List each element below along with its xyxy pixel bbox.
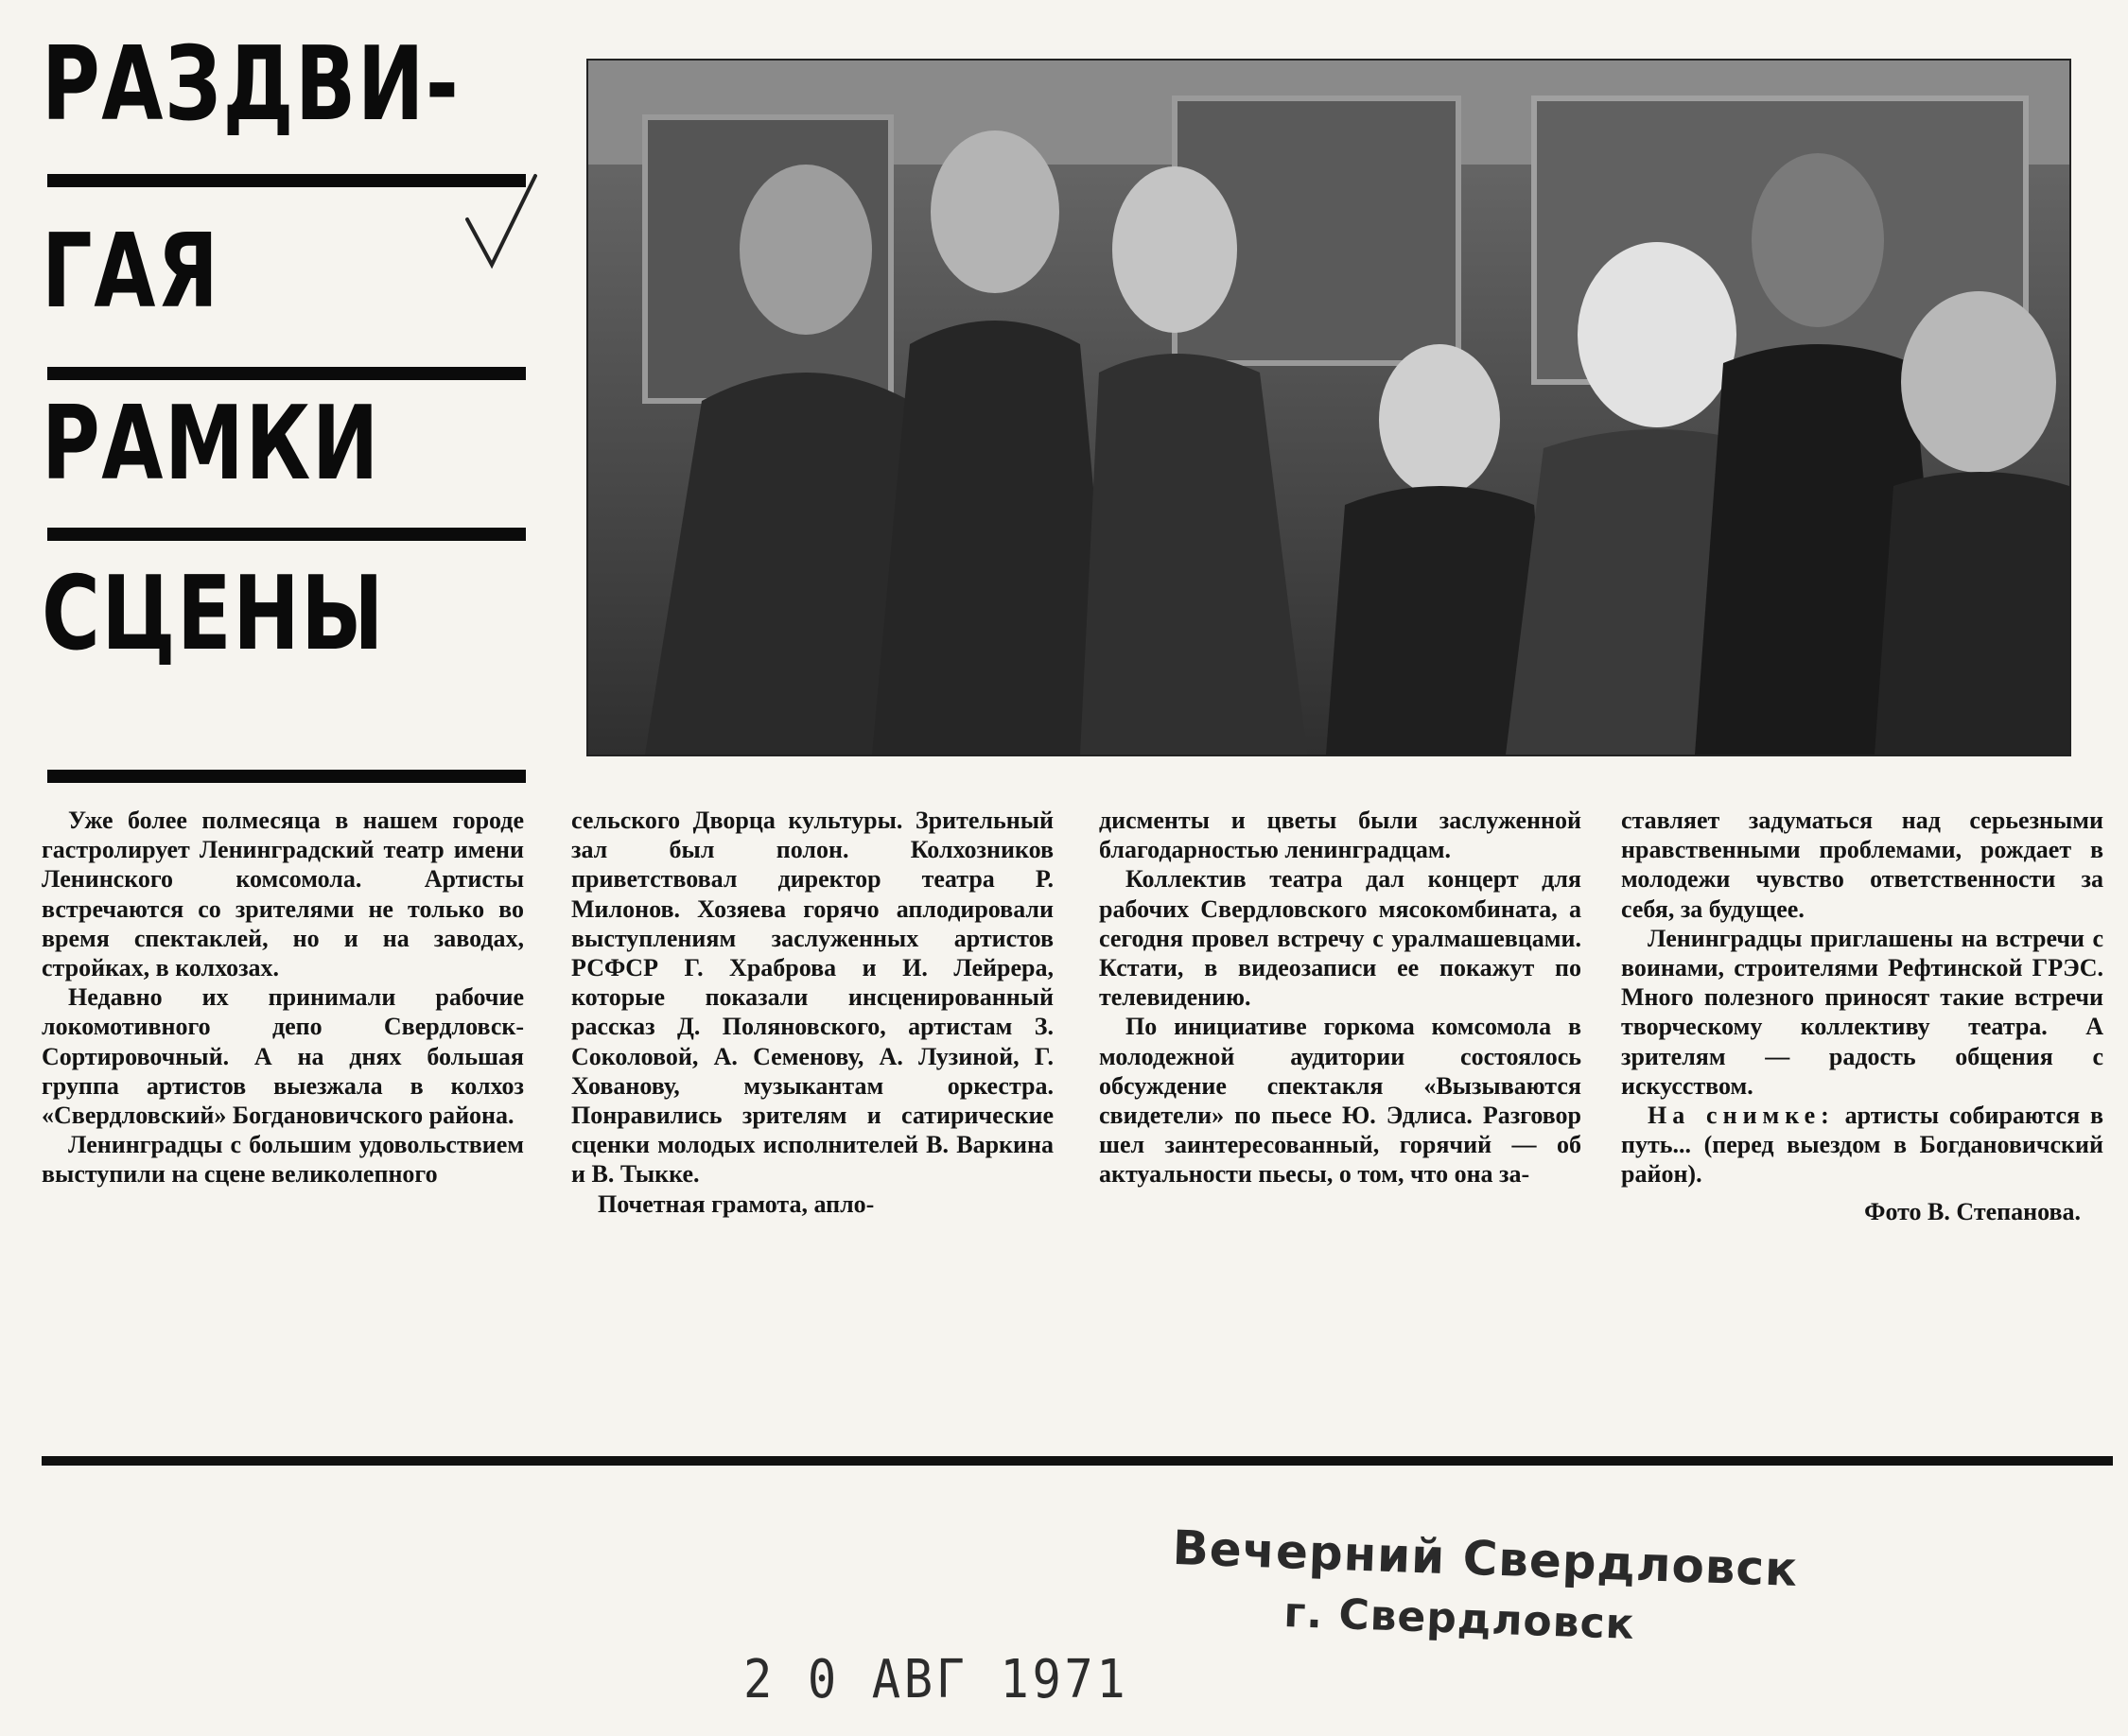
stamp-newspaper-name: Вечерний Свердловск xyxy=(1171,1519,1800,1597)
article-column-1 xyxy=(42,806,524,1189)
paragraph: По инициативе горкома комсомола в молодежной аудитории состоялось обсуждение спектакля «Вызываются свидетели» по пьесе Ю. Эдлиса. Разговор шел заинтересованный, горячий — об актуальности пьесы, о том, что она за- xyxy=(1099,1013,1581,1189)
article-body xyxy=(42,806,2113,1426)
headline-line-3: РАМКИ xyxy=(42,385,380,503)
headline-rule xyxy=(47,770,526,783)
publication-stamp xyxy=(1169,1519,1800,1681)
bottom-rule xyxy=(42,1456,2113,1466)
paragraph: Ленинградцы с большим удовольствием выступили на сцене великолепного xyxy=(42,1131,524,1189)
headline-line-4: СЦЕНЫ xyxy=(42,555,386,673)
article-column-2 xyxy=(571,806,1054,1219)
headline-line-2: ГАЯ xyxy=(42,213,220,331)
paragraph: Недавно их принимали рабочие локомотивного депо Свердловск-Сортировочный. А на днях большая группа артистов выезжала в колхоз «Свердловский» Богдановичского района. xyxy=(42,983,524,1130)
paragraph: дисменты и цветы были заслуженной благодарностью ленинградцам. xyxy=(1099,807,1581,864)
article-column-4 xyxy=(1621,806,2103,1226)
headline-line-1: РАЗДВИ- xyxy=(42,26,461,144)
headline-rule xyxy=(47,528,526,541)
paragraph: сельского Дворца культуры. Зрительный зал был полон. Колхозников приветствовал директор театра Р. Милонов. Хозяева горячо аплодировали выступлениям заслуженных артистов РСФСР Г. Храброва и И. Лейрера, которые показали инсценированный рассказ Д. Поляновского, артистам З. Соколовой, А. Семенову, А. Лузиной, Г. Хованову, музыкантам оркестра. Понравились зрителям и сатирические сценки молодых исполнителей В. Варкина и В. Тыкке. xyxy=(571,807,1054,1189)
article-column-3 xyxy=(1099,806,1581,1189)
photo-image xyxy=(588,61,2069,755)
caption-text: артисты собираются в путь... (перед выездом в Богдановичский район). xyxy=(1621,1102,2103,1189)
paragraph: ставляет задуматься над серьезными нравственными проблемами, рождает в молодежи чувство ответственности за себя, за будущее. xyxy=(1621,807,2103,923)
paragraph: Уже более полмесяца в нашем городе гастролирует Ленинградский театр имени Ленинского комсомола. Артисты встречаются со зрителями не только во время спектаклей, но и на заводах, стройках, в колхозах. xyxy=(42,807,524,982)
headline-rule xyxy=(47,367,526,380)
paragraph: Ленинградцы приглашены на встречи с воинами, строителями Рефтинской ГРЭС. Много полезного приносят такие встречи творческому коллективу театра. А зрителям — радость общения с искусством. xyxy=(1621,924,2103,1100)
headline-rule xyxy=(47,174,526,187)
paragraph: Почетная грамота, апло- xyxy=(598,1189,875,1218)
photo-caption xyxy=(1621,1101,2103,1189)
group-photo xyxy=(586,59,2071,756)
date-stamp: 2 0 АВГ 1971 xyxy=(743,1649,1129,1710)
photo-credit: Фото В. Степанова. xyxy=(1864,1197,2081,1225)
stamp-city: г. Свердловск xyxy=(1282,1588,1636,1649)
checkmark-icon xyxy=(463,170,539,274)
paragraph: Коллектив театра дал концерт для рабочих Свердловского мясокомбината, а сегодня провел встречу с уралмашевцами. Кстати, в видеозаписи ее покажут по телевидению. xyxy=(1099,865,1581,1012)
caption-label: На снимке: xyxy=(1648,1102,1835,1130)
